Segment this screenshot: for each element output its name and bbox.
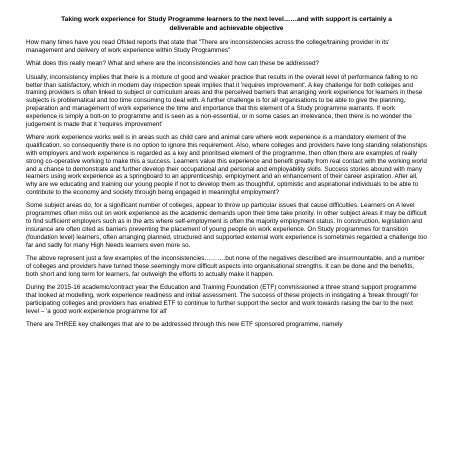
paragraph-good-practice: Where work experience works well is in areas such as child care and animal care where work experience is a mandatory element of the qualification, so consequently there is no option to ignore this requirement. Also, where colleges and providers have long standing relationships with employers and work experience is regarded as a key and prioritised element of the programme, then often there are examples of really strong co-operative working to make this a success. Learners value this experience and benefit greatly from real contact with the working world and a chance to demonstrate and further develop their occupational and personal and employability skills. Success stories abound with many learners using work experience as a springboard to an apprenticeship, employment and an enhancement of their career aspiration. After all, why are we educating and training our young people if not to develop them as thoughtful, optimistic and aspirational individuals to be able to contribute to the economy and society through being engaged in meaningful employment? (26, 134, 427, 197)
paragraph-question: What does this really mean? What and where are the inconsistencies and how can these be addressed? (26, 60, 320, 68)
paragraph-three-challenges: There are THREE key challenges that are to be addressed through this new ETF sponsored programme, namely (26, 320, 343, 328)
paragraph-etf-programme: During the 2015-16 academic/contract year the Education and Training Foundation (ETF) commissioned a three strand support programme that looked at modelling, work experience readiness and initial assessment. The success of these projects in instigating a 'break through' for participating colleges and providers has enabled ETF to continue to further support the sector and work towards raising the bar to the next level – 'a good work experience programme for all' (26, 283, 419, 315)
document-title: Taking work experience for Study Programme learners to the next level……and with support is certainly a deliverable and achievable objective (61, 16, 392, 32)
paragraph-inconsistency: Usually, inconsistency implies that there is a mixture of good and weaker practice that results in the overall level of performance falling to no better than satisfactory, which in modern day inspection speak implies that it 'requires improvement'. A key challenge for both colleges and training providers is often linked to subject or curriculum areas and the perceived barriers that arranging work experience for learners in these subjects is problematical and too time consuming to deal with. A further challenge is for all organisations to be able to give the planning, preparation and management of work experience the time and importance that this element of a Study programme warrants. If work experience is simply a bolt-on to programme and is seen as a non-essential, or in some cases an irrelevance, then there is no wonder the judgement is made that it 'requires improvement' (26, 73, 423, 128)
paragraph-examples: The above represent just a few examples of the inconsistencies……….but none of the negatives described are insurmountable, and a number of colleges and providers have turned these seemingly more difficult aspects into organisational strengths. It can be done and the benefits, both short and long term for learners, far outweigh the efforts to actually make it happen. (26, 254, 425, 278)
paragraph-ofsted-quote: How many times have you read Ofsted reports that state that "There are inconsistencies across the college/training provider in its' management and delivery of work experience within Study Programmes" (26, 39, 390, 55)
paragraph-subject-areas: Some subject areas do, for a significant number of colleges, appear to throw up particular issues that cause difficulties. Learners on A level programmes often miss out on work experience as the academic demands upon their time take priority. In other subject areas it may be difficult to find sufficient employers such as in the arts where self-employment is often the majority employment status. In construction, legislation and insurance are often cited as barriers preventing the placement of young people on work experience. On Study programmes for transition (foundation level) learners, often arranging planned, structured and supported external work experience is sometimes regarded a challenge too far and sadly for many High Needs learners even more so. (26, 202, 427, 249)
